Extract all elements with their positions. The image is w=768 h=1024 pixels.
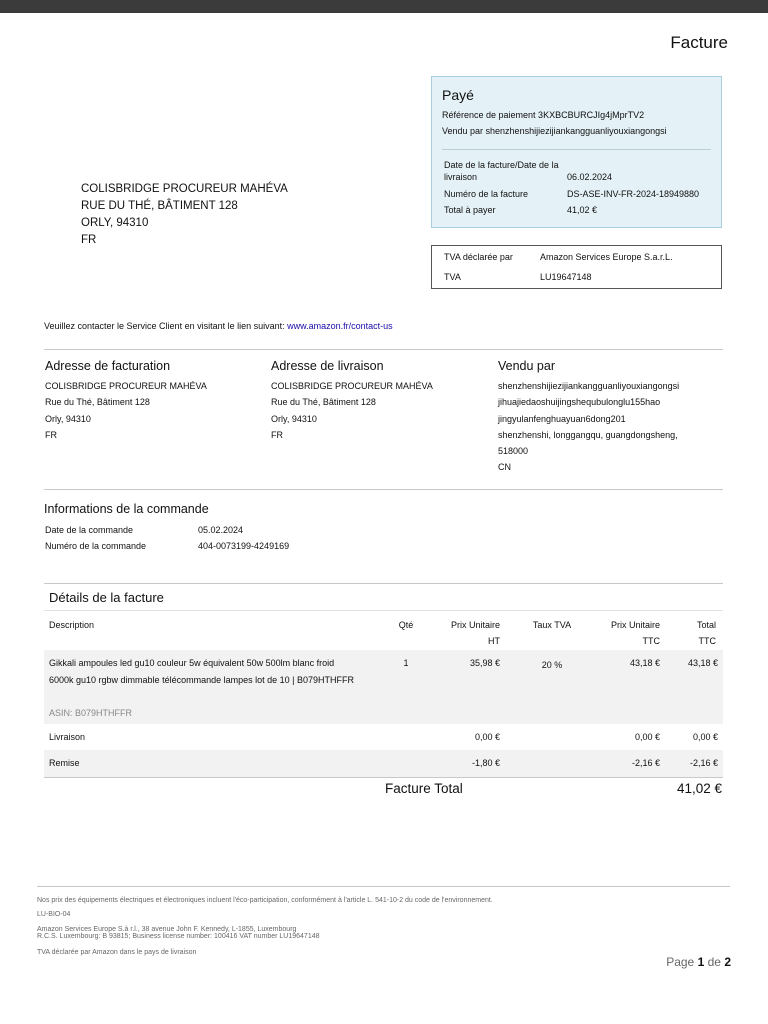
details-bottom-border (44, 777, 723, 778)
discount-row-unit-ttc: -2,16 € (631, 758, 660, 768)
item-description-line1: Gikkali ampoules led gu10 couleur 5w équivalent 50w 500lm blanc froid (49, 658, 335, 668)
col-description: Description (49, 620, 95, 630)
page-current: 1 (697, 955, 705, 969)
page-word: Page (666, 955, 695, 969)
address-line: RUE DU THÉ, BÂTIMENT 128 (81, 200, 238, 212)
shipping-row-unit-ttc: 0,00 € (634, 732, 660, 742)
payment-status: Payé (442, 87, 474, 103)
shipping-line: Orly, 94310 (271, 413, 317, 424)
footer-divider (37, 886, 730, 887)
vat-label: TVA (444, 272, 461, 282)
document-title: Facture (670, 33, 728, 52)
payment-summary-box (431, 76, 722, 228)
contact-text: Veuillez contacter le Service Client en visitant le lien suivant: (44, 321, 288, 331)
footer-company-registration: R.C.S. Luxembourg: B 93815; Business license number: 100416 VAT number LU19647148 (37, 933, 320, 940)
seller-line: jihuajiedaoshuijingshequbulonglu155hao (498, 397, 661, 408)
shipping-title: Adresse de livraison (271, 359, 384, 373)
page-indicator (666, 955, 731, 969)
item-unit-ttc: 43,18 € (629, 658, 660, 668)
details-title: Détails de la facture (49, 590, 164, 605)
col-total-sub: TTC (698, 636, 716, 646)
col-unit-ttc-sub: TTC (642, 636, 660, 646)
seller-line: jingyulanfenghuayuan6dong201 (498, 413, 626, 424)
vat-declared-by-label: TVA déclarée par (444, 252, 513, 262)
col-total: Total (696, 620, 716, 630)
invoice-total-value: 41,02 € (676, 781, 722, 796)
col-unit-ttc: Prix Unitaire (610, 620, 660, 630)
details-top-border (44, 583, 723, 584)
col-unit-ht-sub: HT (488, 636, 500, 646)
footer-bio-code: LU-BIO-04 (37, 911, 71, 918)
details-header-divider (44, 610, 723, 611)
recipient-address (81, 181, 288, 249)
col-unit-ht: Prix Unitaire (450, 620, 500, 630)
page-total: 2 (724, 955, 731, 969)
seller-line: CN (498, 462, 511, 473)
seller-address-block (498, 359, 679, 476)
invoice-number-value: DS-ASE-INV-FR-2024-18949880 (567, 189, 700, 199)
shipping-row-total: 0,00 € (692, 732, 718, 742)
address-line: COLISBRIDGE PROCUREUR MAHÉVA (81, 183, 288, 195)
item-unit-ht: 35,98 € (469, 658, 500, 668)
page-of: de (707, 955, 721, 969)
shipping-address-block (271, 359, 433, 443)
payment-reference: Référence de paiement 3KXBCBURCJIg4jMprTV2 (442, 110, 645, 120)
seller-title: Vendu par (498, 359, 555, 373)
item-total: 43,18 € (687, 658, 718, 668)
shipping-line: Rue du Thé, Bâtiment 128 (271, 397, 376, 408)
address-line: ORLY, 94310 (81, 217, 149, 229)
col-qty: Qté (398, 620, 414, 630)
item-qty: 1 (403, 658, 409, 668)
shipping-line: COLISBRIDGE PROCUREUR MAHÉVA (271, 381, 433, 391)
footer-company-address: Amazon Services Europe S.à r.l., 38 avenue John F. Kennedy, L-1855, Luxembourg (37, 926, 297, 933)
invoice-date-value: 06.02.2024 (567, 172, 613, 182)
footer-eco-notice: Nos prix des équipements électriques et électroniques incluent l'éco-participation, conformément à l'article L. 541-10-2 du code de l'environnement. (37, 897, 493, 904)
top-bar (0, 0, 768, 13)
divider (44, 349, 723, 350)
order-date-label: Date de la commande (45, 525, 134, 535)
billing-line: Orly, 94310 (45, 413, 91, 424)
invoice-number-label: Numéro de la facture (444, 189, 529, 199)
vat-declared-by-value: Amazon Services Europe S.a.r.L. (540, 252, 673, 262)
item-description-line2: 6000k gu10 rgbw dimmable télécommande lampes lot de 10 | B079HTHFFR (49, 675, 354, 685)
seller-line: 518000 (498, 446, 529, 457)
shipping-line: FR (271, 429, 283, 440)
item-asin: ASIN: B079HTHFFR (49, 708, 133, 718)
invoice-date-label: Date de la facture/Date de la livraison (444, 160, 559, 182)
order-date-value: 05.02.2024 (198, 525, 244, 535)
order-number-label: Numéro de la commande (45, 541, 147, 551)
discount-row-label: Remise (49, 758, 80, 768)
billing-address-block (45, 359, 207, 443)
footer-vat-note: TVA déclarée par Amazon dans le pays de livraison (37, 949, 197, 956)
total-due-label: Total à payer (444, 205, 496, 215)
billing-title: Adresse de facturation (45, 359, 171, 373)
seller-line: shenzhenshijiezijiankangguanliyouxiangongsi (498, 381, 680, 391)
contact-link[interactable]: www.amazon.fr/contact-us (287, 321, 393, 331)
vat-declaration-box (431, 245, 722, 289)
divider (44, 489, 723, 490)
address-line: FR (81, 234, 97, 246)
payment-divider (442, 149, 711, 150)
order-info-title: Informations de la commande (44, 502, 209, 516)
invoice-total-label: Facture Total (385, 781, 463, 796)
order-number-value: 404-0073199-4249169 (198, 541, 290, 551)
vat-number: LU19647148 (540, 272, 592, 282)
seller-line: shenzhenshi, longgangqu, guangdongsheng, (498, 429, 678, 440)
billing-line: Rue du Thé, Bâtiment 128 (45, 397, 150, 408)
discount-row-unit-ht: -1,80 € (471, 758, 500, 768)
contact-line (44, 321, 393, 331)
billing-line: COLISBRIDGE PROCUREUR MAHÉVA (45, 381, 207, 391)
billing-line: FR (45, 429, 57, 440)
col-vat: Taux TVA (532, 620, 572, 630)
total-due-value: 41,02 € (567, 205, 598, 215)
shipping-row-unit-ht: 0,00 € (474, 732, 500, 742)
discount-row-total: -2,16 € (689, 758, 718, 768)
item-vat: 20 % (541, 660, 563, 670)
payment-seller: Vendu par shenzhenshijiezijiankangguanliyouxiangongsi (442, 126, 667, 136)
shipping-row-label: Livraison (49, 732, 86, 742)
